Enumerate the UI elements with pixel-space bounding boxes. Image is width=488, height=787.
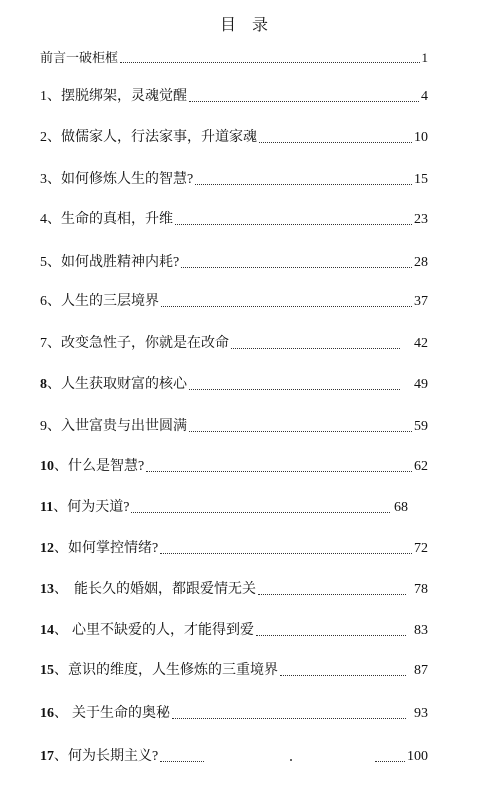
- dot-leader: [189, 100, 419, 102]
- toc-entry-14[interactable]: [40, 621, 428, 641]
- toc-entry-label: 意识的维度，人生修炼的三重境界: [68, 663, 278, 678]
- toc-entry-label: 做儒家人，行法家事，升道家魂: [61, 130, 257, 145]
- toc-entry-2[interactable]: [40, 128, 428, 148]
- toc-entry-page: 23: [414, 212, 428, 227]
- toc-entry-page: 10: [414, 130, 428, 145]
- dot-leader: [375, 760, 405, 762]
- toc-entry-1[interactable]: [40, 87, 428, 107]
- toc-entry-5[interactable]: [40, 253, 428, 273]
- toc-entry-separator: 、: [47, 294, 61, 309]
- toc-entry-page: 62: [414, 459, 428, 474]
- dot-leader: [195, 183, 412, 185]
- page-title: 目 录: [219, 17, 268, 34]
- toc-entry-label: 入世富贵与出世圆满: [61, 419, 187, 434]
- toc-entry-page: 87: [414, 663, 428, 678]
- toc-entry-number: 2: [40, 130, 47, 145]
- toc-entry-label: 如何掌控情绪?: [68, 541, 159, 556]
- dot-leader: [120, 61, 419, 63]
- dot-leader: [146, 470, 412, 472]
- toc-entry-page: 28: [414, 255, 428, 270]
- toc-entry-separator: 、: [53, 500, 68, 515]
- toc-entry-separator: 、: [54, 749, 68, 764]
- dot-leader: [189, 388, 400, 390]
- toc-entry-number: 8: [40, 377, 47, 392]
- toc-entry-page: 42: [414, 336, 428, 351]
- toc-entry-number: 6: [40, 294, 47, 309]
- toc-entry-label: 能长久的婚姻，都跟爱情无关: [74, 582, 256, 597]
- toc-entry-label: 人生获取财富的核心: [61, 377, 187, 392]
- toc-entry-8[interactable]: [40, 375, 428, 395]
- toc-entry-3[interactable]: [40, 170, 428, 190]
- toc-entry-page: 100: [407, 749, 428, 764]
- toc-entry-separator: 、: [54, 459, 68, 474]
- toc-entry-10[interactable]: [40, 457, 428, 477]
- toc-entry-16[interactable]: [40, 704, 428, 724]
- toc-entry-preface[interactable]: [40, 48, 428, 68]
- toc-entry-number: 11: [40, 500, 54, 515]
- toc-entry-number: 10: [40, 459, 54, 474]
- dot-leader: [161, 305, 412, 307]
- toc-entry-number: 13: [40, 582, 54, 597]
- toc-entry-separator: 、: [47, 212, 61, 227]
- toc-entry-number: 1: [40, 89, 47, 104]
- toc-entry-page: 4: [421, 89, 428, 104]
- toc-entry-4[interactable]: [40, 210, 428, 230]
- toc-entry-page: 83: [414, 623, 428, 638]
- toc-entry-label: 何为天道?: [67, 500, 130, 515]
- toc-entry-label: 摆脱绑架，灵魂觉醒: [61, 89, 187, 104]
- toc-entry-page: 15: [414, 172, 428, 187]
- toc-entry-label: 生命的真相，升维: [61, 212, 173, 227]
- toc-entry-label: 什么是智慧?: [68, 459, 145, 474]
- leader-gap: [206, 747, 373, 767]
- toc-entry-label: 心里不缺爱的人，才能得到爱: [72, 623, 254, 638]
- toc-entry-separator: 、: [47, 377, 61, 392]
- toc-entry-number: 7: [40, 336, 47, 351]
- toc-entry-number: 12: [40, 541, 54, 556]
- toc-entry-page: 72: [414, 541, 428, 556]
- toc-entry-page: 1: [421, 50, 428, 65]
- toc-entry-separator: 、: [54, 663, 68, 678]
- toc-entry-page: 37: [414, 294, 428, 309]
- dot-leader: [280, 674, 406, 676]
- dot-leader: [259, 141, 412, 143]
- dot-leader: [160, 552, 412, 554]
- dot-leader: [160, 760, 204, 762]
- dot-leader: [172, 717, 406, 719]
- toc-entry-number: 3: [40, 172, 47, 187]
- toc-entry-9[interactable]: [40, 417, 428, 437]
- toc-entry-separator: 、: [47, 419, 61, 434]
- toc-entry-label: 人生的三层境界: [61, 294, 159, 309]
- toc-entry-label: 如何修炼人生的智慧?: [61, 172, 194, 187]
- toc-entry-page: 93: [414, 706, 428, 721]
- toc-entry-separator: 、: [54, 706, 68, 721]
- toc-entry-number: 14: [40, 623, 54, 638]
- dot-leader: [181, 266, 412, 268]
- toc-entry-number: 16: [40, 706, 54, 721]
- dot-leader: [258, 593, 406, 595]
- toc-entry-label: 如何战胜精神内耗?: [61, 255, 180, 270]
- dot-leader: [231, 347, 400, 349]
- toc-entry-number: 17: [40, 749, 54, 764]
- toc-entry-15[interactable]: [40, 661, 428, 681]
- toc-entry-page: 68: [394, 500, 408, 515]
- toc-entry-7[interactable]: [40, 334, 428, 354]
- dot-leader: [175, 223, 412, 225]
- toc-entry-label: 何为长期主义?: [68, 749, 159, 764]
- toc-entry-separator: 、: [54, 582, 68, 597]
- toc-entry-separator: 、: [47, 89, 61, 104]
- toc-entry-6[interactable]: [40, 292, 428, 312]
- toc-entry-page: 78: [414, 582, 428, 597]
- toc-entry-separator: 、: [47, 336, 61, 351]
- toc-entry-separator: 、: [54, 541, 68, 556]
- toc-entry-17[interactable]: [40, 747, 428, 767]
- toc-entry-number: 15: [40, 663, 54, 678]
- toc-entry-separator: 、: [47, 130, 61, 145]
- toc-entry-label: 改变急性子，你就是在改命: [61, 336, 229, 351]
- toc-entry-separator: 、: [47, 255, 61, 270]
- toc-entry-page: 59: [414, 419, 428, 434]
- toc-entry-13[interactable]: [40, 580, 428, 600]
- dot-leader: [131, 511, 390, 513]
- dot-leader: [189, 430, 412, 432]
- dot-leader: [256, 634, 406, 636]
- toc-entry-number: 9: [40, 419, 47, 434]
- toc-entry-separator: 、: [47, 172, 61, 187]
- toc-entry-page: 49: [414, 377, 428, 392]
- toc-entry-12[interactable]: [40, 539, 428, 559]
- toc-entry-11[interactable]: [40, 498, 428, 518]
- toc-entry-label: 前言一破柜框: [40, 50, 119, 65]
- toc-entry-number: 4: [40, 212, 47, 227]
- toc-entry-label: 关于生命的奥秘: [72, 706, 170, 721]
- toc-entry-separator: 、: [54, 623, 68, 638]
- toc-entry-number: 5: [40, 255, 47, 270]
- stray-dot: [290, 759, 292, 761]
